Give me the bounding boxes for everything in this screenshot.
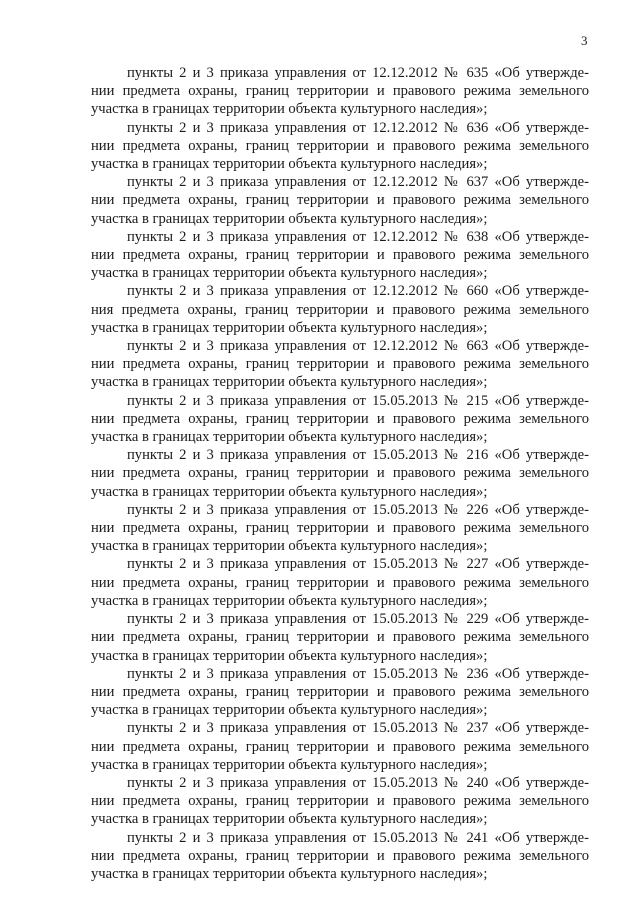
item-line-2: нии предмета охраны, границ территории и правового режима земельного (91, 847, 589, 864)
list-item (91, 501, 589, 556)
item-line-2: нии предмета охраны, границ территории и правового режима земельного (91, 356, 589, 373)
item-line-1: пункты 2 и 3 приказа управления от 12.12.2012 № 636 «Об утвержде- (127, 119, 589, 136)
item-line-1: пункты 2 и 3 приказа управления от 12.12.2012 № 660 «Об утвержде- (127, 283, 589, 300)
list-item (91, 173, 589, 228)
list-item (91, 774, 589, 829)
item-line-1: пункты 2 и 3 приказа управления от 15.05.2013 № 240 «Об утвержде- (127, 774, 589, 791)
item-line-2: нии предмета охраны, границ территории и правового режима земельного (91, 83, 589, 100)
list-item (91, 610, 589, 665)
item-line-1: пункты 2 и 3 приказа управления от 12.12.2012 № 637 «Об утвержде- (127, 174, 589, 191)
item-line-3: участка в границах территории объекта культурного наследия»; (91, 811, 488, 828)
document-body (91, 64, 589, 883)
list-item (91, 282, 589, 337)
item-line-1: пункты 2 и 3 приказа управления от 12.12.2012 № 635 «Об утвержде- (127, 65, 589, 81)
item-line-3: участка в границах территории объекта культурного наследия»; (91, 592, 488, 609)
item-line-3: участка в границах территории объекта культурного наследия»; (91, 483, 488, 500)
list-item (91, 228, 589, 283)
item-line-2: нии предмета охраны, границ территории и правового режима земельного (91, 520, 589, 537)
item-line-1: пункты 2 и 3 приказа управления от 15.05.2013 № 229 «Об утвержде- (127, 611, 589, 628)
item-line-3: участка в границах территории объекта культурного наследия»; (91, 538, 488, 555)
item-line-1: пункты 2 и 3 приказа управления от 15.05.2013 № 227 «Об утвержде- (127, 556, 589, 573)
item-line-3: участка в границах территории объекта культурного наследия»; (91, 756, 488, 773)
item-line-3: участка в границах территории объекта культурного наследия»; (91, 156, 488, 173)
item-line-2: нии предмета охраны, границ территории и правового режима земельного (91, 465, 589, 482)
list-item (91, 64, 589, 119)
item-line-1: пункты 2 и 3 приказа управления от 12.12.2012 № 663 «Об утвержде- (127, 338, 589, 355)
item-line-1: пункты 2 и 3 приказа управления от 15.05.2013 № 241 «Об утвержде- (127, 829, 589, 846)
item-line-1: пункты 2 и 3 приказа управления от 12.12.2012 № 638 «Об утвержде- (127, 228, 589, 245)
page-number: 3 (581, 33, 588, 48)
item-line-2: нии предмета охраны, границ территории и правового режима земельного (91, 137, 589, 154)
item-line-1: пункты 2 и 3 приказа управления от 15.05.2013 № 226 «Об утвержде- (127, 501, 589, 518)
item-line-3: участка в границах территории объекта культурного наследия»; (91, 319, 488, 336)
item-line-2: нии предмета охраны, границ территории и правового режима земельного (91, 574, 589, 591)
item-line-3: участка в границах территории объекта культурного наследия»; (91, 429, 488, 446)
list-item (91, 719, 589, 774)
item-line-3: участка в границах территории объекта культурного наследия»; (91, 265, 488, 282)
item-line-2: нии предмета охраны, границ территории и правового режима земельного (91, 410, 589, 427)
item-line-2: нии предмета охраны, границ территории и правового режима земельного (91, 738, 589, 755)
list-item (91, 665, 589, 720)
item-line-2: нии предмета охраны, границ территории и правового режима земельного (91, 247, 589, 264)
item-line-1: пункты 2 и 3 приказа управления от 15.05.2013 № 216 «Об утвержде- (127, 447, 589, 464)
item-line-3: участка в границах территории объекта культурного наследия»; (91, 702, 488, 719)
list-item (91, 829, 589, 884)
list-item (91, 119, 589, 174)
item-line-3: участка в границах территории объекта культурного наследия»; (91, 647, 488, 664)
list-item (91, 337, 589, 392)
list-item (91, 392, 589, 447)
item-line-3: участка в границах территории объекта культурного наследия»; (91, 101, 488, 118)
list-item (91, 555, 589, 610)
item-line-2: нии предмета охраны, границ территории и правового режима земельного (91, 629, 589, 646)
item-line-1: пункты 2 и 3 приказа управления от 15.05.2013 № 215 «Об утвержде- (127, 392, 589, 409)
item-line-2: нии предмета охраны, границ территории и правового режима земельного (91, 793, 589, 810)
item-line-2: нии предмета охраны, границ территории и правового режима земельного (91, 192, 589, 209)
item-line-3: участка в границах территории объекта культурного наследия»; (91, 210, 488, 227)
item-line-1: пункты 2 и 3 приказа управления от 15.05.2013 № 237 «Об утвержде- (127, 720, 589, 737)
item-line-2: ния предмета охраны, границ территории и правового режима земельного (91, 301, 589, 318)
item-line-1: пункты 2 и 3 приказа управления от 15.05.2013 № 236 «Об утвержде- (127, 665, 589, 682)
item-line-2: нии предмета охраны, границ территории и правового режима земельного (91, 683, 589, 700)
item-line-3: участка в границах территории объекта культурного наследия»; (91, 865, 488, 882)
list-item (91, 446, 589, 501)
item-line-3: участка в границах территории объекта культурного наследия»; (91, 374, 488, 391)
